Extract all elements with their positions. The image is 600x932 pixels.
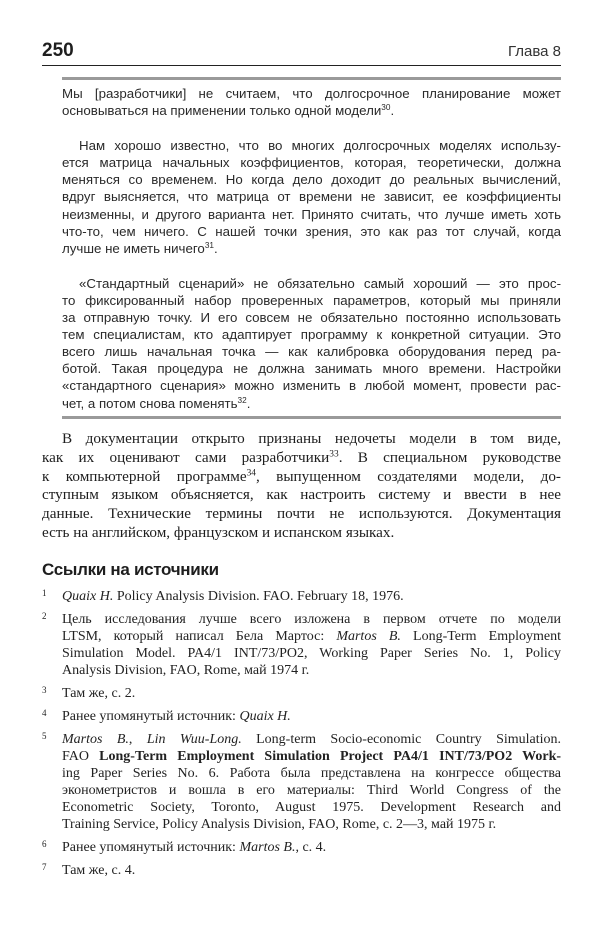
text-line bbox=[62, 816, 561, 833]
text-run: Нам хорошо известно, что во многих долгосрочных моделях использу- bbox=[79, 138, 561, 154]
text-line bbox=[62, 240, 561, 257]
reference-item bbox=[42, 839, 561, 856]
text-run: Analysis Division, FAO, Rome, май 1974 г. bbox=[62, 663, 310, 678]
text-line bbox=[62, 206, 561, 223]
text-line bbox=[62, 223, 561, 240]
footnote-ref: 32 bbox=[237, 395, 247, 405]
reference-text bbox=[62, 611, 561, 679]
text-run: как их оценивают сами разработчики bbox=[42, 448, 330, 466]
text-line bbox=[42, 468, 561, 487]
text-run: лучше не иметь ничего bbox=[62, 240, 205, 256]
reference-number: 3 bbox=[42, 685, 47, 695]
text-run: . bbox=[246, 395, 251, 411]
reference-item bbox=[42, 588, 561, 605]
text-line bbox=[42, 486, 561, 505]
footnote-ref: 31 bbox=[204, 240, 214, 250]
reference-item bbox=[42, 731, 561, 833]
text-line bbox=[62, 326, 561, 343]
text-line bbox=[62, 85, 561, 102]
italic-run: Quaix H. bbox=[239, 709, 291, 724]
text-run: Policy Analysis Division. FAO. February 18, 1976. bbox=[113, 589, 404, 604]
footnote-ref: 30 bbox=[381, 103, 391, 113]
text-run: всего лишь начальная точка — как калибровка оборудования перед ра- bbox=[62, 344, 561, 360]
reference-text bbox=[62, 731, 561, 833]
bold-run: Long-Term Employment Simulation Project PA4/1 INT/73/PO2 Work- bbox=[99, 749, 562, 764]
quote-paragraph bbox=[62, 275, 561, 412]
italic-run: Martos B. bbox=[336, 629, 401, 644]
reference-text bbox=[62, 708, 561, 725]
text-run: Long-Term Employment bbox=[400, 629, 561, 644]
text-run: LTSM, который написал Бела Мартос: bbox=[62, 629, 337, 644]
text-line bbox=[62, 731, 561, 748]
reference-number: 4 bbox=[42, 708, 47, 718]
italic-run: Martos B. bbox=[239, 840, 296, 855]
quote-paragraph bbox=[62, 137, 561, 257]
text-line bbox=[62, 188, 561, 205]
text-line bbox=[62, 343, 561, 360]
text-line bbox=[62, 708, 561, 725]
italic-run: Quaix H. bbox=[62, 589, 114, 604]
references-list bbox=[42, 588, 561, 885]
text-line bbox=[62, 137, 561, 154]
text-line bbox=[62, 395, 561, 412]
text-line bbox=[62, 839, 561, 856]
text-run: ing Paper Series No. 6. Работа была представлена на конгрессе общества bbox=[62, 766, 561, 781]
text-line bbox=[62, 588, 561, 605]
text-run: Simulation Model. PA4/1 INT/73/PO2, Working Paper Series No. 1, Policy bbox=[62, 646, 561, 661]
reference-item bbox=[42, 708, 561, 725]
text-run: . В специальном руководстве bbox=[338, 448, 561, 466]
text-run: что-то, чем ничего. С нашей точки зрения, это как раз тот случай, когда bbox=[62, 223, 561, 239]
text-line bbox=[62, 645, 561, 662]
text-line bbox=[62, 765, 561, 782]
text-line bbox=[62, 611, 561, 628]
text-line bbox=[62, 782, 561, 799]
text-run: к компьютерной программе bbox=[42, 467, 247, 485]
text-line bbox=[62, 862, 561, 879]
text-run: Цель исследования лучше всего изложена в первом отчете по модели bbox=[62, 612, 561, 627]
text-run: Long-term Socio-economic Country Simulation. bbox=[241, 732, 562, 747]
reference-text bbox=[62, 685, 561, 702]
italic-run: Lin Wuu-Long. bbox=[146, 732, 242, 747]
reference-number: 1 bbox=[42, 588, 47, 598]
quote-top-rule bbox=[62, 77, 561, 80]
text-run: ется матрица начальных коэффициентов, которая, теоретически, должна bbox=[62, 155, 561, 171]
body-paragraph bbox=[42, 430, 561, 543]
text-run: есть на английском, французском и испанском языках. bbox=[42, 523, 395, 541]
text-line bbox=[42, 524, 561, 543]
text-run: Econometric Society, Toronto, August 1975. Development Research and bbox=[62, 800, 561, 815]
reference-text bbox=[62, 839, 561, 856]
text-run: Мы [разработчики] не считаем, что долгосрочное планирование может bbox=[62, 86, 561, 101]
text-line bbox=[62, 799, 561, 816]
text-run: данные. Технические термины почти не используются. Документация bbox=[42, 505, 561, 523]
text-run: FAO bbox=[62, 749, 100, 764]
italic-run: Martos B. bbox=[62, 732, 129, 747]
text-line bbox=[62, 662, 561, 679]
text-run: , bbox=[128, 732, 147, 747]
text-run: за отправную точку. И его совсем не обязательно постоянно использовать bbox=[62, 310, 561, 326]
text-run: тем специалистам, кто адаптирует программу к конкретной ситуации. Это bbox=[62, 327, 561, 343]
text-run: Ранее упомянутый источник: bbox=[62, 840, 240, 855]
text-run: , с. 4. bbox=[295, 840, 327, 855]
reference-text bbox=[62, 588, 561, 605]
text-run: В документации открыто признаны недочеты модели в том виде, bbox=[62, 430, 561, 447]
page-number: 250 bbox=[42, 40, 74, 61]
text-run: то фиксированный набор проверенных параметров, который мы приняли bbox=[62, 292, 561, 308]
reference-number: 6 bbox=[42, 839, 47, 849]
reference-number: 7 bbox=[42, 862, 47, 872]
text-line bbox=[62, 102, 561, 119]
references-heading: Ссылки на источники bbox=[42, 560, 219, 579]
text-run: Training Service, Policy Analysis Division, FAO, Rome, с. 2—3, май 1975 г. bbox=[62, 817, 497, 832]
text-run: вдруг выясняется, что матрица от времени не зависит, ее коэффициенты bbox=[62, 189, 561, 205]
reference-number: 2 bbox=[42, 611, 47, 621]
text-line bbox=[62, 360, 561, 377]
text-run: . bbox=[213, 240, 218, 256]
text-run: основываться на применении только одной модели bbox=[62, 103, 382, 119]
text-run: чет, а потом снова поменять bbox=[62, 395, 238, 411]
reference-item bbox=[42, 862, 561, 879]
text-line bbox=[42, 505, 561, 524]
text-line bbox=[42, 449, 561, 468]
text-line bbox=[62, 275, 561, 292]
text-run: «Стандартный сценарий» не обязательно самый хороший — это прос- bbox=[79, 275, 561, 291]
text-line bbox=[42, 430, 561, 449]
running-header bbox=[42, 40, 561, 66]
text-line bbox=[62, 309, 561, 326]
chapter-label: Глава 8 bbox=[507, 43, 561, 60]
text-run: эконометристов и вошла в его материалы: Third World Congress of the bbox=[62, 783, 561, 798]
reference-number: 5 bbox=[42, 731, 47, 741]
reference-text bbox=[62, 862, 561, 879]
quote-bottom-rule bbox=[62, 416, 561, 419]
text-line bbox=[62, 748, 561, 765]
text-line bbox=[62, 685, 561, 702]
footnote-ref: 34 bbox=[246, 467, 256, 478]
text-run: , выпущенном создателями модели, до- bbox=[255, 467, 561, 485]
text-run: «стандартного сценария» можно изменить в любой момент, провести рас- bbox=[62, 378, 561, 394]
text-line bbox=[62, 171, 561, 188]
text-run: . bbox=[390, 103, 395, 119]
quote-paragraph bbox=[62, 85, 561, 119]
text-run: ступным языком объясняется, как настроить систему и ввести в нее bbox=[42, 486, 561, 504]
text-run: меняться со временем. Но когда дело доходит до реальных вычислений, bbox=[62, 172, 561, 188]
text-run: ботой. Такая процедура не должна занимать много времени. Настройки bbox=[62, 361, 561, 377]
text-run: Ранее упомянутый источник: bbox=[62, 709, 240, 724]
text-run: Там же, с. 2. bbox=[62, 686, 136, 701]
reference-item bbox=[42, 685, 561, 702]
footnote-ref: 33 bbox=[329, 449, 339, 460]
quote-block bbox=[62, 85, 561, 412]
text-line bbox=[62, 292, 561, 309]
text-run: неизменны, и другого варианта нет. Принято считать, что лучше иметь хоть bbox=[62, 206, 561, 222]
text-run: Там же, с. 4. bbox=[62, 863, 136, 878]
text-line bbox=[62, 628, 561, 645]
text-line bbox=[62, 377, 561, 394]
text-line bbox=[62, 154, 561, 171]
reference-item bbox=[42, 611, 561, 679]
